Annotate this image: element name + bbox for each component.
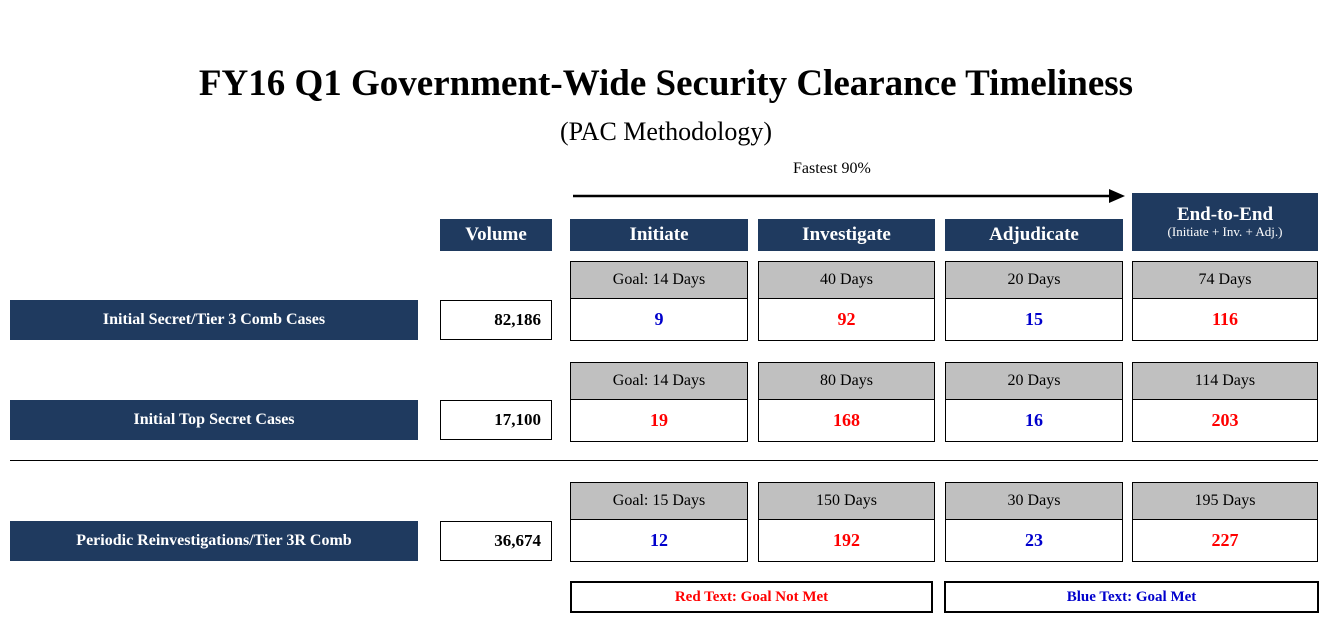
goal-cell: 80 Days <box>758 362 935 400</box>
progress-arrow-icon <box>573 187 1125 205</box>
header-end-to-end <box>1132 193 1318 251</box>
value-cell: 19 <box>570 400 748 442</box>
goal-cell: 20 Days <box>945 362 1123 400</box>
header-end-to-end-subtitle: (Initiate + Inv. + Adj.) <box>1167 224 1283 240</box>
row-label-initial-secret: Initial Secret/Tier 3 Comb Cases <box>10 300 418 340</box>
goal-cell: 20 Days <box>945 261 1123 299</box>
volume-cell: 17,100 <box>440 400 552 440</box>
legend-goal-met: Blue Text: Goal Met <box>944 581 1319 613</box>
volume-cell: 82,186 <box>440 300 552 340</box>
value-cell: 15 <box>945 299 1123 341</box>
value-cell: 92 <box>758 299 935 341</box>
goal-cell: Goal: 14 Days <box>570 261 748 299</box>
value-cell: 12 <box>570 520 748 562</box>
value-cell: 9 <box>570 299 748 341</box>
value-cell: 227 <box>1132 520 1318 562</box>
value-cell: 23 <box>945 520 1123 562</box>
legend-goal-not-met: Red Text: Goal Not Met <box>570 581 933 613</box>
goal-cell: Goal: 15 Days <box>570 482 748 520</box>
value-cell: 168 <box>758 400 935 442</box>
header-initiate: Initiate <box>570 219 748 251</box>
goal-cell: Goal: 14 Days <box>570 362 748 400</box>
header-volume: Volume <box>440 219 552 251</box>
page-title: FY16 Q1 Government-Wide Security Clearance Timeliness <box>198 63 1134 104</box>
section-divider <box>10 460 1318 461</box>
goal-cell: 30 Days <box>945 482 1123 520</box>
header-adjudicate: Adjudicate <box>945 219 1123 251</box>
header-end-to-end-title: End-to-End <box>1176 203 1274 225</box>
goal-cell: 74 Days <box>1132 261 1318 299</box>
goal-cell: 114 Days <box>1132 362 1318 400</box>
value-cell: 192 <box>758 520 935 562</box>
value-cell: 203 <box>1132 400 1318 442</box>
goal-cell: 150 Days <box>758 482 935 520</box>
goal-cell: 195 Days <box>1132 482 1318 520</box>
value-cell: 16 <box>945 400 1123 442</box>
fastest-label: Fastest 90% <box>793 160 871 177</box>
row-label-periodic-reinvestigations: Periodic Reinvestigations/Tier 3R Comb <box>10 521 418 561</box>
page-subtitle: (PAC Methodology) <box>559 117 773 146</box>
value-cell: 116 <box>1132 299 1318 341</box>
volume-cell: 36,674 <box>440 521 552 561</box>
header-investigate: Investigate <box>758 219 935 251</box>
goal-cell: 40 Days <box>758 261 935 299</box>
row-label-initial-top-secret: Initial Top Secret Cases <box>10 400 418 440</box>
